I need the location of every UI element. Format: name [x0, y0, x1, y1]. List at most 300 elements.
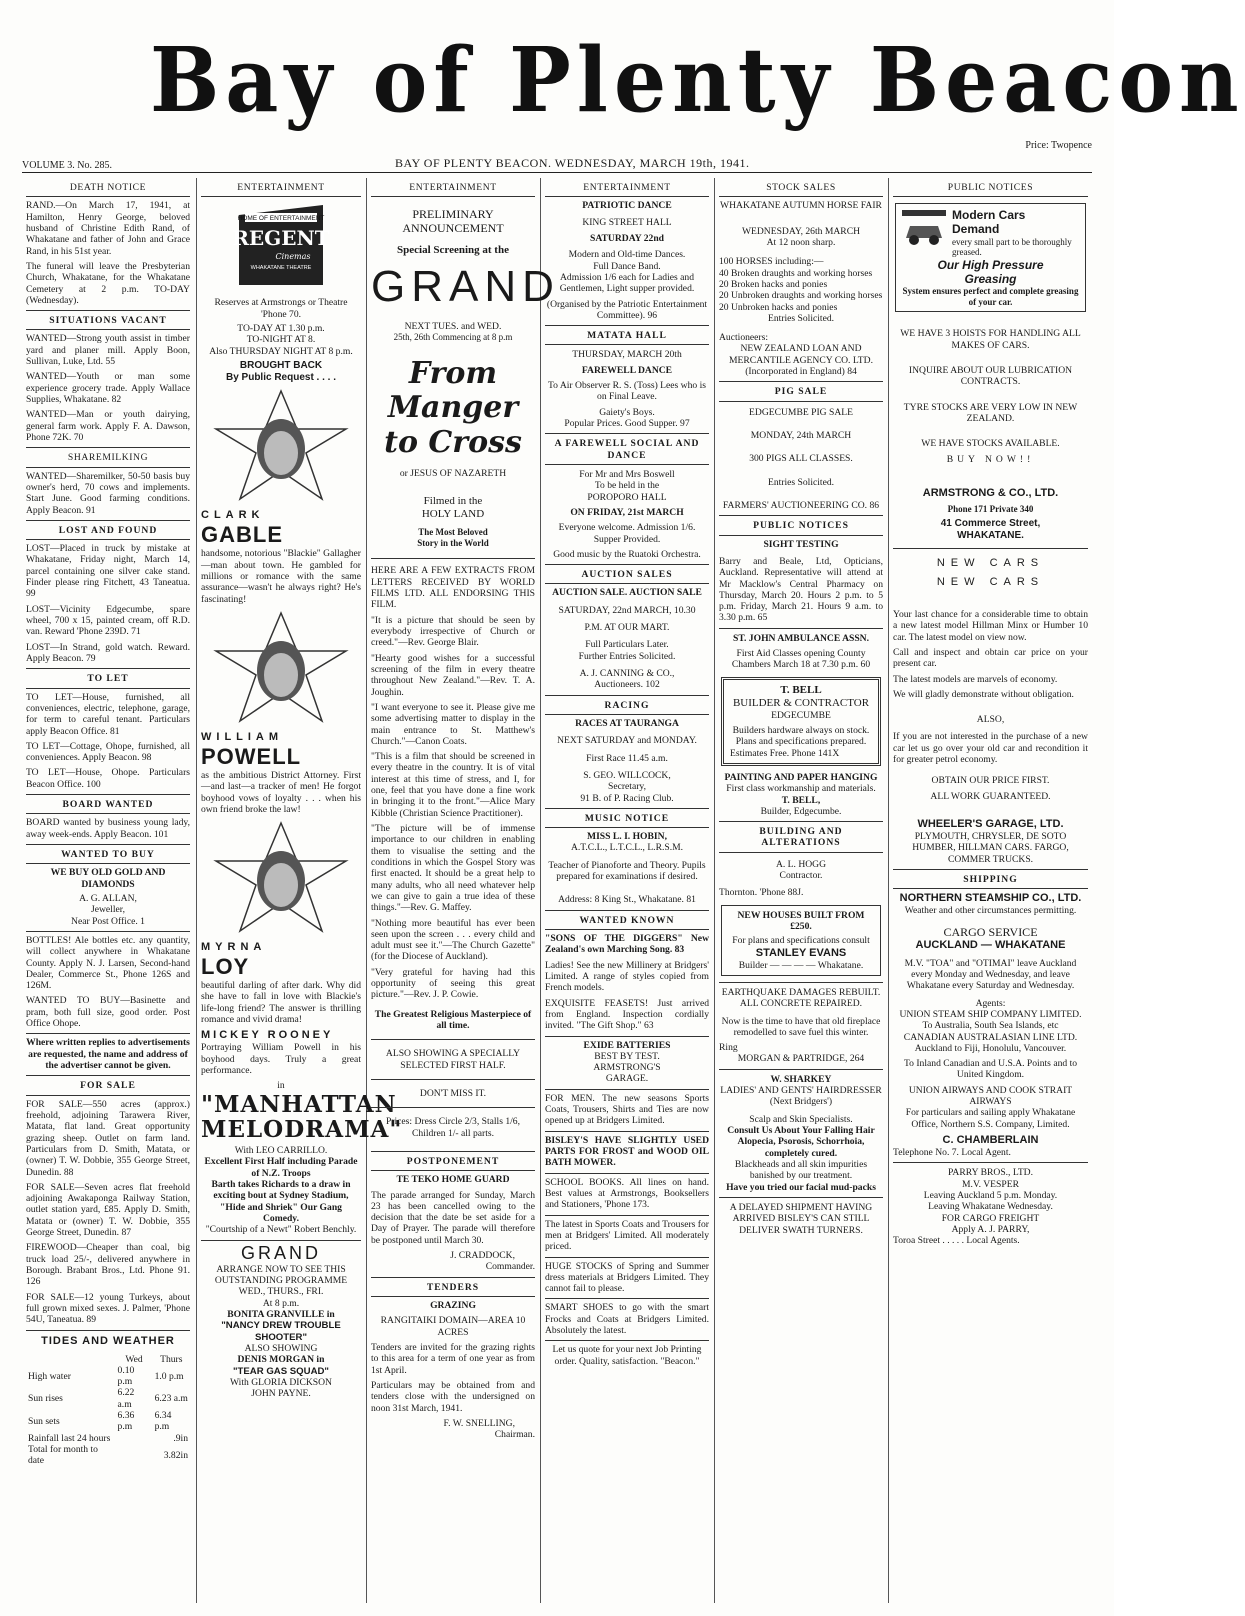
- testimonial: "This is a film that should be screened in every theatre in the country. It is of vital interest at this time of stress, and I, for one, feel that you have done a fine work in bringing it to the front."—Alice Mary Kibble (Christian Science Practitioner).: [371, 751, 535, 819]
- local-agents: Toroa Street . . . . . Local Agents.: [893, 1235, 1020, 1247]
- contractor-name: A. L. HOGG: [775, 858, 827, 870]
- sailing-info: For particulars and sailing apply Whakatane Office, Northern S.S. Company, Limited.: [905, 1107, 1076, 1130]
- auction-sales-heading: AUCTION SALES: [545, 564, 709, 584]
- co-star: JOHN PAYNE.: [251, 1388, 311, 1400]
- builder-location: Builder — — — — Whakatane.: [738, 959, 864, 971]
- gable-portrait-star: [206, 387, 356, 505]
- column-grand-feature: [367, 178, 560, 1603]
- regent-logo-name: REGENT: [232, 226, 330, 251]
- preliminary: PRELIMINARY: [412, 207, 494, 222]
- loy-portrait-star: [206, 819, 356, 937]
- classified-ad: WANTED—Strong youth assist in timber yard and planer mill. Apply Boon, Sullivan, Luke, Ltd. 55: [26, 333, 190, 368]
- actor-blurb: beautiful darling of after dark. Why did she have to fall in love with Blackie's life-long friend? The answer is thrilling romance and vivid drama!: [201, 980, 361, 1025]
- agent-contact: Telephone No. 7. Local Agent.: [893, 1147, 1011, 1159]
- car-icon: [900, 208, 948, 250]
- tides-col-header: [26, 1354, 116, 1365]
- builder-location: EDGECUMBE: [771, 709, 831, 721]
- sight-testing: SIGHT TESTING: [763, 538, 839, 550]
- actor-name: MICKEY ROONEY: [201, 1029, 334, 1042]
- earthquake-info: Now is the time to have that old fireplace remodelled to save fuel this winter.: [721, 1015, 881, 1038]
- armstrong-town: WHAKATANE.: [957, 530, 1024, 542]
- entertainment-heading: ENTERTAINMENT: [201, 178, 361, 197]
- event-title: FAREWELL DANCE: [581, 364, 673, 376]
- classified-ad: LOST—In Strand, gold watch. Reward. Apply Beacon. 79: [26, 641, 190, 664]
- race-club: 91 B. of P. Racing Club.: [580, 792, 674, 804]
- domain-area: RANGITAIKI DOMAIN—AREA 10 ACRES: [380, 1315, 526, 1338]
- tides-row: [26, 1365, 190, 1388]
- postponement-heading: POSTPONEMENT: [371, 1151, 535, 1171]
- auctioneer-note: (Incorporated in England) 84: [745, 366, 857, 378]
- vessel-name: M.V. VESPER: [962, 1178, 1019, 1190]
- apply-parry: Apply A. J. PARRY,: [951, 1223, 1030, 1235]
- builder-ad-box: [721, 677, 881, 766]
- cargo-freight: FOR CARGO FREIGHT: [941, 1212, 1040, 1224]
- held-in: To be held in the: [594, 480, 660, 492]
- volume-number: VOLUME 3. No. 285.: [22, 160, 112, 171]
- fair-time: At 12 noon sharp.: [766, 236, 836, 248]
- notice-line: TYRE STOCKS ARE VERY LOW IN NEW ZEALAND.: [903, 401, 1078, 424]
- event-date: ON FRIDAY, 21st MARCH: [570, 506, 684, 518]
- houses-info: For plans and specifications consult: [732, 935, 870, 947]
- wanted-known-heading: WANTED KNOWN: [545, 910, 709, 930]
- public-notices-heading: PUBLIC NOTICES: [893, 178, 1088, 197]
- notice: Ladies! See the new Millinery at Bridgers' Limited. A range of styles copied from French models.: [545, 959, 709, 994]
- notice-line: INQUIRE ABOUT OUR LUBRICATION CONTRACTS.: [908, 365, 1073, 388]
- pig-sale-heading: PIG SALE: [719, 381, 883, 401]
- racing-heading: RACING: [545, 695, 709, 715]
- armstrong-name: ARMSTRONG & CO., LTD.: [922, 486, 1059, 499]
- actor-surname: LOY: [201, 954, 250, 980]
- cargo-service: CARGO SERVICE: [943, 924, 1038, 939]
- board-wanted-heading: BOARD WANTED: [26, 794, 190, 814]
- houses-title: NEW HOUSES BUILT FROM £250.: [737, 909, 865, 932]
- tides-row: [26, 1387, 190, 1410]
- tides-cell: .9in: [173, 1432, 188, 1444]
- event-heading: A FAREWELL SOCIAL AND DANCE: [545, 433, 709, 465]
- actor-blurb: handsome, notorious "Blackie" Gallagher—man about town. He gambled for millions or romance with the same assurance—wasn't he always right? He's fascinating!: [201, 548, 361, 605]
- gold-ad-name: A. G. ALLAN,: [79, 892, 137, 904]
- screening-dates: 25th, 26th Commencing at 8 p.m: [393, 331, 513, 342]
- ambulance-title: ST. JOHN AMBULANCE ASSN.: [719, 628, 883, 644]
- agent-company: UNION STEAM SHIP COMPANY LIMITED.: [899, 1008, 1082, 1020]
- regent-logo-tagline: HOME OF ENTERTAINMENT: [237, 215, 325, 223]
- honoree: To Air Observer R. S. (Toss) Lees who is on Final Leave.: [547, 380, 706, 403]
- also-label: ALSO,: [976, 714, 1005, 726]
- extracts-intro: HERE ARE A FEW EXTRACTS FROM LETTERS RECEIVED BY WORLD FILMS LTD. ALL ENDORSING THIS FILM.: [371, 558, 535, 610]
- prices: Popular Prices. Good Supper. 97: [564, 418, 690, 429]
- optician-notice: Barry and Beale, Ltd, Opticians, Auckland. Representative will attend at Mr Macklow's Central Pharmacy on Thursday, March 20. Hours 2 p.m. to 5 p.m. Friday, March 21. Hours 9 a.m. to 3.30 p.m. 65: [719, 555, 883, 624]
- greasing-ad-text: [952, 208, 1081, 258]
- public-request: By Public Request . . . .: [225, 371, 337, 383]
- funeral-notice-text: The funeral will leave the Presbyterian Church, Whakatane, for the Whakatane Cemetery at 2 p.m. TO-DAY (Wednesday).: [26, 260, 190, 306]
- tides-cell: Sun rises: [28, 1393, 63, 1405]
- showtime-tonight: TO-NIGHT AT 8.: [246, 334, 316, 346]
- notice: BISLEY'S HAVE SLIGHTLY USED PARTS FOR FROST and WOOD OIL BATH MOWER.: [545, 1131, 709, 1169]
- admission: Admission 1/6 each for Ladies and Gentlemen, Light supper provided.: [559, 271, 695, 295]
- pig-sale-date: MONDAY, 24th MARCH: [750, 430, 852, 441]
- notice: The latest in Sports Coats and Trousers for men at Bridgers' Limited. All moderately priced.: [545, 1215, 709, 1253]
- regent-logo-cinemas: Cinemas: [275, 252, 311, 262]
- column-entertainment-notices: [541, 178, 713, 1603]
- greasing: Greasing: [964, 272, 1017, 286]
- film-title-line2: to Cross: [384, 424, 522, 460]
- film-title-line1: "MANHATTAN: [201, 1090, 397, 1118]
- agent-company: CANADIAN AUSTRALASIAN LINE LTD.: [903, 1031, 1078, 1043]
- classified-ad: TO LET—Cottage, Ohope, furnished, all conveniences. Apply Beacon. 98: [26, 740, 190, 764]
- painting-contact: T. BELL,: [781, 794, 821, 806]
- tides-row: [26, 1433, 190, 1444]
- horse-list-item: 20 Broken hacks and ponies: [719, 278, 828, 290]
- signature-title: Chairman.: [494, 1429, 535, 1441]
- teacher-address: Address: 8 King St., Whakatane. 81: [558, 894, 696, 906]
- tides-cell: 6.36 p.m: [117, 1410, 135, 1433]
- film-title: "NANCY DREW TROUBLE SHOOTER": [221, 1320, 341, 1343]
- gold-ad-address: Near Post Office. 1: [71, 915, 145, 927]
- new-cars: NEW CARS: [893, 548, 1088, 570]
- race-secretary-title: Secretary,: [608, 781, 646, 793]
- hairdresser-line: Have you tried our facial mud-packs: [726, 1181, 876, 1193]
- tides-row: [26, 1410, 190, 1433]
- classified-ad: BOARD wanted by business young lady, away week-ends. Apply Beacon. 101: [26, 817, 190, 840]
- race-secretary: S. GEO. WILLCOCK,: [583, 769, 671, 781]
- parry-bros: PARRY BROS., LTD.: [893, 1162, 1088, 1178]
- announcement: ANNOUNCEMENT: [402, 221, 504, 236]
- co-star: With LEO CARRILLO.: [234, 1145, 328, 1157]
- classified-ad: LOST—Vicinity Edgecumbe, spare wheel, 700 x 15, painted cream, off R.D. van. Reward 'Phone 239D. 71: [26, 603, 190, 638]
- to-let-heading: TO LET: [26, 668, 190, 688]
- tides-cell: Rainfall last 24 hours: [28, 1432, 111, 1444]
- auctioneer: FARMERS' AUCTIONEERING CO. 86: [722, 499, 880, 511]
- hairdresser-title: LADIES' AND GENTS' HAIRDRESSER: [720, 1085, 882, 1097]
- regent-logo-theatre: WHAKATANE THEATRE: [250, 265, 312, 272]
- column-classifieds: [22, 178, 194, 1603]
- most-beloved: The Most Beloved: [418, 527, 488, 538]
- agents-label: Agents:: [975, 997, 1006, 1009]
- signature-name: F. W. SNELLING,: [443, 1417, 515, 1429]
- support-program: Barth takes Richards to a draw in exciting bout at Sydney Stadium, "Hide and Shriek" Our Gang Comedy.: [211, 1179, 351, 1224]
- tides-table: [26, 1354, 190, 1467]
- tides-cell: 6.23 a.m: [154, 1393, 188, 1405]
- painting-location: Builder, Edgecumbe.: [760, 805, 842, 817]
- fair-date: WEDNESDAY, 26th MARCH: [741, 225, 861, 237]
- entertainment-heading: ENTERTAINMENT: [371, 178, 535, 197]
- ambulance-notice: First Aid Classes opening County Chambers March 18 at 7.30 p.m. 60: [731, 648, 871, 671]
- auction-date: SATURDAY, 22nd MARCH, 10.30: [558, 604, 696, 616]
- tender-text: Tenders are invited for the grazing rights to this area for a term of one year as from 1st April.: [371, 1341, 535, 1376]
- price-first: OBTAIN OUR PRICE FIRST.: [931, 775, 1050, 787]
- lost-and-found-heading: LOST AND FOUND: [26, 520, 190, 540]
- route: AUCKLAND — WHAKATANE: [915, 938, 1066, 951]
- tides-heading: TIDES AND WEATHER: [26, 1330, 190, 1351]
- tender-text: Particulars may be obtained from and tenders close with the undersigned on noon 31st March, 1941.: [371, 1379, 535, 1414]
- testimonial: "Nothing more beautiful has ever been seen upon the screen . . . every child and adult must see it."—The Church Gazette" (for the Diocese of Auckland).: [371, 917, 535, 963]
- grand-theatre-name: GRAND: [201, 1240, 361, 1264]
- greasing-system: System ensures perfect and complete greasing of your car.: [902, 286, 1079, 307]
- tides-cell: 0.10 p.m: [117, 1364, 135, 1388]
- classified-ad: FOR SALE—12 young Turkeys, about full grown mixed sexes. J. Palmer, 'Phone 54U, Taneatua. 89: [26, 1291, 190, 1326]
- cars-info: The latest models are marvels of economy.: [893, 673, 1058, 685]
- dateline: BAY OF PLENTY BEACON. WEDNESDAY, MARCH 19th, 1941.: [395, 156, 750, 170]
- admission: Everyone welcome. Admission 1/6. Supper Provided.: [558, 522, 696, 545]
- stock-sales-heading: STOCK SALES: [719, 178, 883, 197]
- tides-cell: [116, 1433, 153, 1444]
- notice: EXQUISITE FEASETS! Just arrived from England. Inspection cordially invited. "The Gift Shop." 63: [545, 997, 709, 1032]
- classified-ad: TO LET—House, furnished, all conveniences, electric, telephone, garage, for term to careful tenant. Particulars apply Beacon Office. 81: [26, 691, 190, 737]
- parade-notice: The parade arranged for Sunday, March 23 has been cancelled owing to the decision that the date be set aside for a Day of Prayer. The parade will therefore be postponed until March 30.: [371, 1189, 535, 1246]
- testimonial: "The picture will be of immense importance to our children in enabling them to visualise the setting and the conditions in which the Gospel Story was first enacted. It should be a great help to many adults, who all need whatever help we can give to gain a true idea of these things."—Rev. G. Maffey.: [371, 823, 535, 914]
- classified-ad: BOTTLES! Ale bottles etc. any quantity, will collect anywhere in Whakatane County. Apply N. J. Larsen, Second-hand Dealer, Commerce St., Phone 126S and 126M.: [26, 931, 190, 992]
- event-title: PATRIOTIC DANCE: [582, 200, 672, 212]
- gold-ad-trade: Jeweller,: [91, 904, 125, 916]
- cars-info: Your last chance for a considerable time to obtain a new latest model Hillman Minx or Humber 10 car. The latest model on view now.: [893, 608, 1088, 643]
- classified-ad: FOR SALE—550 acres (approx.) freehold, adjoining Tarawera River, Matata, flat land. Great opportunity grazing sheep. Outlet on farm land. Particulars from D. Smith, Matata, or (owner) T. W. Dobbie, 355 George Street, Dunedin. 88: [26, 1098, 190, 1178]
- agent-route: To Australia, South Sea Islands, etc: [922, 1020, 1059, 1032]
- band: Gaiety's Boys.: [599, 406, 655, 418]
- builder-contact: Estimates Free. Phone 141X: [730, 747, 840, 759]
- actor-first-name: CLARK: [201, 509, 265, 522]
- tides-cell: High water: [28, 1370, 71, 1382]
- testimonial: "It is a picture that should be seen by everybody irrespective of Church or creed."—Rev. George Blair.: [371, 614, 535, 649]
- battery-ad: BEST BY TEST.: [594, 1050, 660, 1062]
- organiser: (Organised by the Patriotic Entertainment Committee). 96: [546, 298, 708, 321]
- tides-cell: 6.34 p.m: [154, 1410, 172, 1433]
- masthead-title: Bay of Plenty Beacon: [150, 29, 1245, 133]
- co-star: With GLORIA DICKSON: [230, 1376, 332, 1388]
- death-notice-text: RAND.—On March 17, 1941, at Hamilton, Henry George, beloved husband of Christine Edith Rand, of Whakatane and father of John and Grace Rand, in his 51st year.: [26, 200, 190, 257]
- shipping-note: Weather and other circumstances permitting.: [904, 905, 1077, 917]
- classified-ad: LOST—Placed in truck by mistake at Whakatane, Friday night, March 14, parcel containing one silver cake stand. Finder please ring Fitchett, 43 Taneatua. 99: [26, 543, 190, 600]
- auction-note: Full Particulars Later.: [585, 639, 669, 651]
- auction-title: AUCTION SALE. AUCTION SALE: [552, 587, 702, 599]
- modern-cars: Modern Cars: [952, 208, 1026, 223]
- ring-label: Ring: [719, 1042, 738, 1054]
- classified-ad: WANTED—Youth or man some experience grocery trade. Apply Wallace Supplies, Whakatane. 82: [26, 371, 190, 405]
- battery-ad: GARAGE.: [605, 1073, 649, 1085]
- classified-ad: FOR SALE—Seven acres flat freehold adjoining Awakaponga Railway Station, outlet station yard, £85. Apply D. Smith, Matata or (owner) T. W. Dobbie, 355 George Street, Dunedin. 87: [26, 1181, 190, 1239]
- hairdresser-name: W. SHARKEY: [719, 1069, 883, 1085]
- column-public-notices: [889, 178, 1092, 1603]
- screening-days: NEXT TUES. and WED.: [404, 320, 502, 332]
- special-screening: Special Screening at the: [397, 243, 509, 256]
- auctioneer: NEW ZEALAND LOAN AND MERCANTILE AGENCY CO. LTD.: [729, 343, 873, 366]
- builder-name: T. BELL: [780, 683, 822, 696]
- tides-row: [26, 1444, 190, 1467]
- story-world: Story in the World: [417, 537, 489, 548]
- builder-name: STANLEY EVANS: [755, 946, 847, 959]
- notice: "SONS OF THE DIGGERS" New Zealand's own Marching Song. 83: [545, 933, 709, 956]
- entertainment-heading: ENTERTAINMENT: [545, 178, 709, 197]
- notice: HUGE STOCKS of Spring and Summer dress materials at Bridgers Limited. They cannot fail to please.: [545, 1257, 709, 1295]
- teacher-name: MISS L. I. HOBIN,: [587, 831, 667, 843]
- column-regent-theatre: [197, 178, 403, 1603]
- actor-first-name: WILLIAM: [201, 730, 284, 743]
- price: Price: Twopence: [1025, 140, 1092, 151]
- showtime-thursday: Also THURSDAY NIGHT AT 8 p.m.: [209, 345, 353, 357]
- actor-surname: POWELL: [201, 743, 302, 769]
- pig-sale-title: EDGECUMBE PIG SALE: [749, 406, 853, 418]
- venue-heading: MATATA HALL: [545, 325, 709, 345]
- classified-ad: WANTED TO BUY—Basinette and pram, both full size, good order. Post Office Ohope.: [26, 995, 190, 1030]
- actor-first-name: MYRNA: [201, 941, 267, 954]
- agent-name: C. CHAMBERLAIN: [942, 1134, 1039, 1147]
- horse-list-item: 20 Unbroken draughts and working horses: [719, 290, 883, 302]
- hairdresser-line: Consult Us About Your Falling Hair Alopecia, Psorosis, Schorrhoia, completely cured.: [727, 1125, 875, 1159]
- venue: KING STREET HALL: [582, 216, 672, 228]
- painting-info: First class workmanship and materials.: [726, 783, 876, 795]
- reserve-info: Reserves at Armstrongs or Theatre 'Phone 70.: [214, 297, 348, 320]
- also-showing: ALSO SHOWING: [244, 1343, 318, 1355]
- gold-ad-title: WE BUY OLD GOLD AND DIAMONDS: [50, 867, 166, 890]
- brought-back: BROUGHT BACK: [239, 359, 323, 371]
- battery-ad: ARMSTRONG'S: [593, 1062, 661, 1074]
- tides-cell: 1.0 p.m: [154, 1370, 184, 1382]
- contractor-title: Contractor.: [779, 870, 823, 882]
- notice: SCHOOL BOOKS. All lines on hand. Best values at Armstrongs, Booksellers and Stationers, 'Phone 173.: [545, 1173, 709, 1211]
- auctioneers-label: Auctioneers:: [719, 332, 769, 344]
- cars-info: If you are not interested in the purchase of a new car let us go over your old car and recondition it for greater petrol economy.: [893, 731, 1088, 766]
- wanted-to-buy-heading: WANTED TO BUY: [26, 844, 190, 864]
- band: Good music by the Ruatoki Orchestra.: [553, 548, 701, 560]
- wheelers-makes: PLYMOUTH, CHRYSLER, DE SOTO HUMBER, HILLMAN CARS. FARGO, COMMER TRUCKS.: [912, 831, 1069, 865]
- guaranteed: ALL WORK GUARANTEED.: [930, 790, 1051, 802]
- powell-portrait-star: [206, 609, 356, 727]
- horse-list-item: 20 Unbroken hacks and ponies: [719, 301, 838, 313]
- grazing: GRAZING: [430, 1300, 476, 1312]
- battery-ad: EXIDE BATTERIES: [545, 1036, 709, 1051]
- shipment-notice: A DELAYED SHIPMENT HAVING ARRIVED BISLEY'S CAN STILL DELIVER SWATH TURNERS.: [719, 1197, 883, 1236]
- pig-sale-stock: 300 PIGS ALL CLASSES.: [749, 453, 853, 465]
- dont-miss: DON'T MISS IT.: [371, 1079, 535, 1107]
- notice: SMART SHOES to go with the smart Frocks and Coats at Bridgers Limited. Absolutely the latest.: [545, 1298, 709, 1336]
- honoree: For Mr and Mrs Boswell: [579, 468, 675, 480]
- earthquake-title: EARTHQUAKE DAMAGES REBUILT. ALL CONCRETE REPAIRED.: [719, 982, 883, 1010]
- sharemilking-heading: SHAREMILKING: [26, 447, 190, 467]
- testimonial: "Very grateful for having had this opportunity of seeing this great picture."—Rev. J. P. Cowie.: [371, 966, 535, 1001]
- notice-line: WE HAVE 3 HOISTS FOR HANDLING ALL MAKES OF CARS.: [900, 328, 1081, 351]
- agent-company: UNION AIRWAYS AND COOK STRAIT AIRWAYS: [908, 1084, 1073, 1108]
- band: Full Dance Band.: [593, 260, 661, 272]
- builder-trade: BUILDER & CONTRACTOR: [732, 696, 870, 709]
- classified-ad: TO LET—House, Ohope. Particulars Beacon Office. 100: [26, 767, 190, 790]
- film-title: "TEAR GAS SQUAD": [233, 1365, 329, 1377]
- film-title-line1: From Manger: [387, 355, 519, 426]
- signature-title: Commander.: [485, 1261, 535, 1273]
- tides-cell: 3.82in: [163, 1449, 188, 1461]
- event-date: THURSDAY, MARCH 20th: [572, 349, 682, 361]
- prices: Prices: Dress Circle 2/3, Stalls 1/6, Children 1/- all parts.: [371, 1107, 535, 1147]
- masthead-rule: [22, 172, 1092, 173]
- holy-land: HOLY LAND: [421, 508, 485, 521]
- notice: FOR MEN. The new seasons Sports Coats, Trousers, Shirts and Ties are now opened up at Bridgers Limited.: [545, 1089, 709, 1127]
- classified-ad: FIREWOOD—Cheaper than coal, big truck load 25/-, delivered anywhere in Borough. Brabant Bros., Ltd. Phone 91. 126: [26, 1242, 190, 1288]
- contractor-contact: Thornton. 'Phone 88J.: [719, 887, 804, 899]
- builder-info: Builders hardware always on stock. Plans and specifications prepared.: [732, 724, 870, 748]
- star-name: DENIS MORGAN in: [237, 1354, 325, 1366]
- notice: Let us quote for your next Job Printing order. Quality, satisfaction. "Beacon.": [545, 1340, 709, 1367]
- column-stock-sales: [715, 178, 887, 1603]
- star-name: BONITA GRANVILLE in: [227, 1309, 335, 1321]
- races: RACES AT TAURANGA: [575, 717, 679, 729]
- auctioneer-title: Auctioneers. 102: [594, 679, 660, 691]
- agent-route: Auckland to Fiji, Honolulu, Vancouver.: [914, 1042, 1067, 1054]
- entries-solicited: Entries Solicited.: [767, 312, 835, 324]
- greasing-info: every small part to be thoroughly greased.: [952, 236, 1072, 258]
- race-days: NEXT SATURDAY and MONDAY.: [557, 735, 697, 747]
- venue: POROPORO HALL: [587, 491, 667, 503]
- actor-blurb: Portraying William Powell in his boyhood days. Truly a great performance.: [201, 1042, 361, 1076]
- entries-solicited: Entries Solicited.: [767, 476, 835, 488]
- for-sale-heading: FOR SALE: [26, 1075, 190, 1095]
- support-short: "Courtship of a Newt" Robert Benchly.: [205, 1224, 357, 1236]
- classified-ad: WANTED—Man or youth dairying, general farm work. Apply F. A. Dawson, Phone 72K. 70: [26, 409, 190, 443]
- tides-col-header: Thurs: [160, 1353, 183, 1365]
- horse-fair: WHAKATANE AUTUMN HORSE FAIR: [720, 200, 882, 212]
- actor-blurb: as the ambitious District Attorney. First—and last—a tracker of men! He forgot boyhood vows of loyalty . . . when his own friend broke the law!: [201, 769, 361, 815]
- film-subtitle: or JESUS OF NAZARETH: [399, 468, 507, 480]
- situations-vacant-heading: SITUATIONS VACANT: [26, 310, 190, 330]
- regent-theatre-logo: [231, 201, 331, 293]
- shipping-heading: SHIPPING: [893, 869, 1088, 889]
- greasing-ad-top: [900, 208, 1081, 258]
- event-date: SATURDAY 22nd: [589, 232, 665, 244]
- show-days: WED., THURS., FRI.: [238, 1286, 324, 1298]
- hairdresser-line: Scalp and Skin Specialists.: [749, 1113, 853, 1125]
- new-cars: NEW CARS: [936, 576, 1045, 589]
- teacher-qualifications: A.T.C.L., L.T.C.L., L.R.S.M.: [570, 842, 684, 854]
- auction-note: Further Entries Solicited.: [578, 650, 676, 662]
- showtime-today: TO-DAY AT 1.30 p.m.: [237, 322, 325, 334]
- tides-cell: [116, 1444, 153, 1467]
- filmed-in: Filmed in the: [423, 495, 483, 508]
- auctioneer: A. J. CANNING & CO.,: [579, 668, 675, 679]
- sailing-time: Leaving Auckland 5 p.m. Monday.: [923, 1189, 1058, 1201]
- sailing-info: M.V. "TOA" and "OTIMAI" leave Auckland every Monday and Wednesday, and leave Whakatane every Saturday and Wednesday.: [904, 957, 1077, 992]
- high-pressure: Our High Pressure: [937, 257, 1044, 272]
- armstrong-phone: Phone 171 Private 340: [947, 503, 1034, 514]
- building-heading: BUILDING AND ALTERATIONS: [719, 821, 883, 853]
- teacher-info: Teacher of Pianoforte and Theory. Pupils prepared for examinations if desired.: [548, 859, 706, 883]
- public-notices-heading: PUBLIC NOTICES: [719, 515, 883, 535]
- death-notice-heading: DEATH NOTICE: [26, 178, 190, 197]
- horse-list-item: 100 HORSES including:—: [719, 256, 824, 268]
- grand-theatre-name: GRAND: [371, 261, 560, 311]
- first-half: Excellent First Half including Parade of N.Z. Troops: [204, 1156, 358, 1179]
- testimonial: "Hearty good wishes for a successful screening of the film in every theatre throughout New Zealand."—Rev. T. A. Joughin.: [371, 652, 535, 698]
- auction-place: P.M. AT OUR MART.: [584, 622, 670, 634]
- painting-title: PAINTING AND PAPER HANGING: [724, 771, 878, 783]
- tides-cell: Sun sets: [28, 1415, 60, 1427]
- testimonial: "I want everyone to see it. Please give me some advertising matter to display in the main entrance to St. Matthew's Church."—Canon Coats.: [371, 701, 535, 747]
- cars-info: We will gladly demonstrate without obligation.: [893, 688, 1074, 700]
- tides-header-row: [26, 1354, 190, 1365]
- actor-surname: GABLE: [201, 522, 283, 548]
- film-title-line2: MELODRAMA": [201, 1115, 403, 1143]
- wheelers-name: WHEELER'S GARAGE, LTD.: [917, 818, 1064, 831]
- show-time: At 8 p.m.: [262, 1297, 300, 1309]
- also-showing: ALSO SHOWING A SPECIALLY SELECTED FIRST HALF.: [371, 1039, 535, 1079]
- armstrong-street: 41 Commerce Street,: [940, 518, 1041, 530]
- hairdresser-location: (Next Bridgers'): [769, 1096, 833, 1108]
- arrange-now: ARRANGE NOW TO SEE THIS OUTSTANDING PROGRAMME: [214, 1263, 348, 1287]
- hairdresser-line: Blackheads and all skin impurities banished by our treatment.: [734, 1158, 868, 1182]
- horse-list-item: 40 Broken draughts and working horses: [719, 267, 873, 279]
- houses-ad-box: [721, 905, 881, 976]
- classified-ad: WANTED—Sharemilker, 50-50 basis buy owner's herd, 70 cows and implements. Start June. Good farming conditions. Apply Beacon. 91: [26, 470, 190, 516]
- demand: Demand: [952, 222, 1000, 237]
- greasing-ad-box: [895, 203, 1086, 312]
- signature-name: J. CRADDOCK,: [450, 1250, 515, 1262]
- tides-col-header: Wed: [125, 1353, 143, 1365]
